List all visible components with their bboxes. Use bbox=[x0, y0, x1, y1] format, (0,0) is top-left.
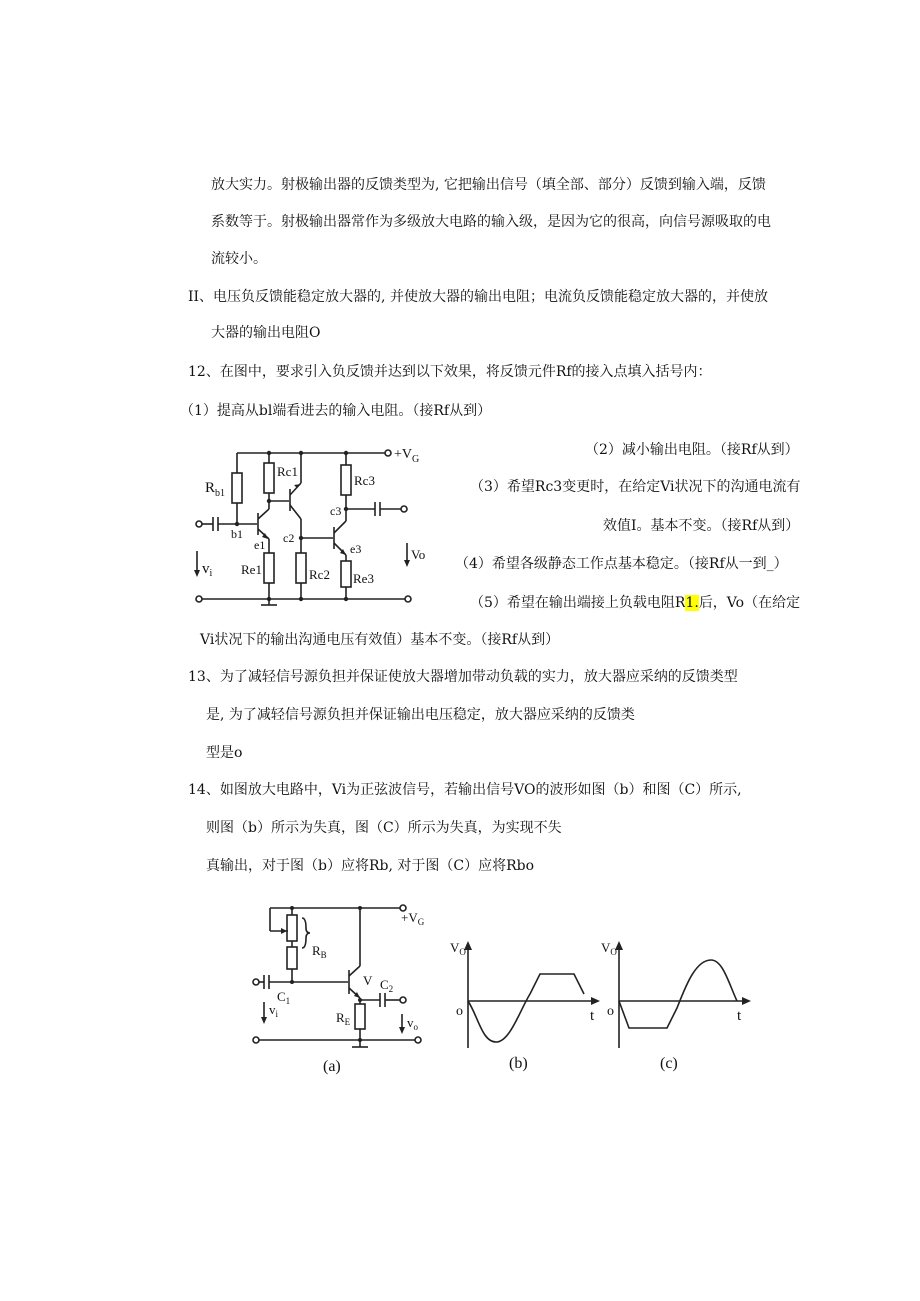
q12-circuit-figure bbox=[185, 433, 445, 618]
q11-line-2: 大器的输出电阻O bbox=[211, 325, 321, 341]
q10-line-3: 流较小。 bbox=[211, 251, 267, 267]
fig12-c3: c3 bbox=[330, 504, 342, 518]
fig14-vg: $+V_G$ bbox=[401, 910, 425, 927]
fig12-rc3: Rc3 bbox=[354, 473, 375, 488]
fig14-re: $R_E$ bbox=[336, 1010, 351, 1027]
fig12-e1: e1 bbox=[254, 538, 266, 552]
wave-b-t: t bbox=[590, 1008, 595, 1024]
q14-circuit-figure-a bbox=[250, 898, 435, 1058]
q14-line-3: 真输出，对于图（b）应将Rb, 对于图（C）应将Rbo bbox=[206, 858, 535, 874]
wave-b-ylabel: $V_O$ bbox=[450, 940, 466, 957]
q13-line-2: 是, 为了减轻信号源负担并保证输出电压稳定，放大器应采纳的反馈类 bbox=[206, 707, 635, 723]
fig12-vi: $v_i$ bbox=[202, 561, 213, 579]
q10-line-2: 系数等于。射极输出器常作为多级放大电路的输入级，是因为它的很高，向信号源吸取的电 bbox=[211, 214, 771, 230]
q13-line-3: 型是o bbox=[206, 745, 243, 761]
q12-subq-5a bbox=[470, 593, 800, 613]
q10-line-1: 放大实力。射极输出器的反馈类型为, 它把输出信号（填全部、部分）反馈到输入端，反馈 bbox=[211, 177, 766, 193]
wave-b-origin: o bbox=[456, 1004, 463, 1019]
wave-c-t: t bbox=[737, 1008, 742, 1024]
fig14-vi: $v_i$ bbox=[269, 1002, 279, 1019]
q12-subq-1: （1）提高从bl端看进去的输入电阻。（接Rf从到） bbox=[180, 403, 492, 419]
q12-subq-3a: （3）希望Rc3变更时，在给定Vi状况下的沟通电流有 bbox=[470, 479, 801, 495]
waveform-b bbox=[444, 938, 604, 1053]
fig12-rc1: Rc1 bbox=[277, 464, 298, 479]
caption-c: (c) bbox=[660, 1055, 678, 1072]
q12-subq-5a-post: 后，Vo（在给定 bbox=[698, 595, 801, 611]
q12-subq-4: （4）希望各级静态工作点基本稳定。（接Rf从一到_） bbox=[455, 556, 788, 572]
fig12-vg: $+V_G$ bbox=[394, 447, 420, 465]
waveform-c bbox=[595, 938, 755, 1053]
caption-a: (a) bbox=[323, 1058, 341, 1075]
fig12-re1: Re1 bbox=[241, 562, 262, 577]
fig14-vo: $v_o$ bbox=[407, 1015, 418, 1032]
q12-line-1: 12、在图中，要求引入负反馈并达到以下效果，将反馈元件Rf的接入点填入括号内： bbox=[188, 364, 712, 380]
q12-subq-2: （2）减小输出电阻。（接Rf从到） bbox=[585, 442, 799, 458]
q14-line-1: 14、如图放大电路中，Vi为正弦波信号，若输出信号VO的波形如图（b）和图（C）所示, bbox=[188, 782, 742, 798]
fig12-re3: Re3 bbox=[353, 571, 374, 586]
q14-line-2: 则图（b）所示为失真，图（C）所示为失真，为实现不失 bbox=[206, 820, 562, 836]
fig14-rb: $R_B$ bbox=[312, 943, 327, 960]
wave-c-origin: o bbox=[607, 1004, 614, 1019]
fig12-rb1: $R_{b1}$ bbox=[205, 480, 226, 499]
fig12-rc2: Rc2 bbox=[309, 567, 330, 582]
q11-line-1: II、电压负反馈能稳定放大器的, 并使放大器的输出电阻；电流负反馈能稳定放大器的，并使放 bbox=[188, 289, 768, 305]
fig14-v: V bbox=[363, 973, 373, 988]
q13-line-1: 13、为了减轻信号源负担并保证使放大器增加带动负载的实力，放大器应采纳的反馈类型 bbox=[188, 669, 738, 685]
fig14-c2: $C_2$ bbox=[380, 977, 394, 994]
fig12-e3: e3 bbox=[350, 542, 362, 556]
fig14-c1: $C_1$ bbox=[277, 989, 291, 1006]
q12-subq-5a-pre: （5）希望在输出端接上负载电阻R bbox=[470, 595, 686, 611]
wave-c-ylabel: $V_O$ bbox=[601, 940, 617, 957]
q12-subq-3b: 效值I。基本不变。（接Rf从到） bbox=[603, 518, 800, 534]
fig12-vo: Vo bbox=[411, 547, 426, 562]
q12-subq-5b: Vi状况下的输出沟通电压有效值）基本不变。（接Rf从到） bbox=[200, 632, 560, 648]
fig12-c2: c2 bbox=[283, 531, 295, 545]
highlighted-text: 1. bbox=[685, 595, 699, 611]
caption-b: (b) bbox=[509, 1055, 528, 1072]
fig12-b1: b1 bbox=[231, 527, 243, 541]
